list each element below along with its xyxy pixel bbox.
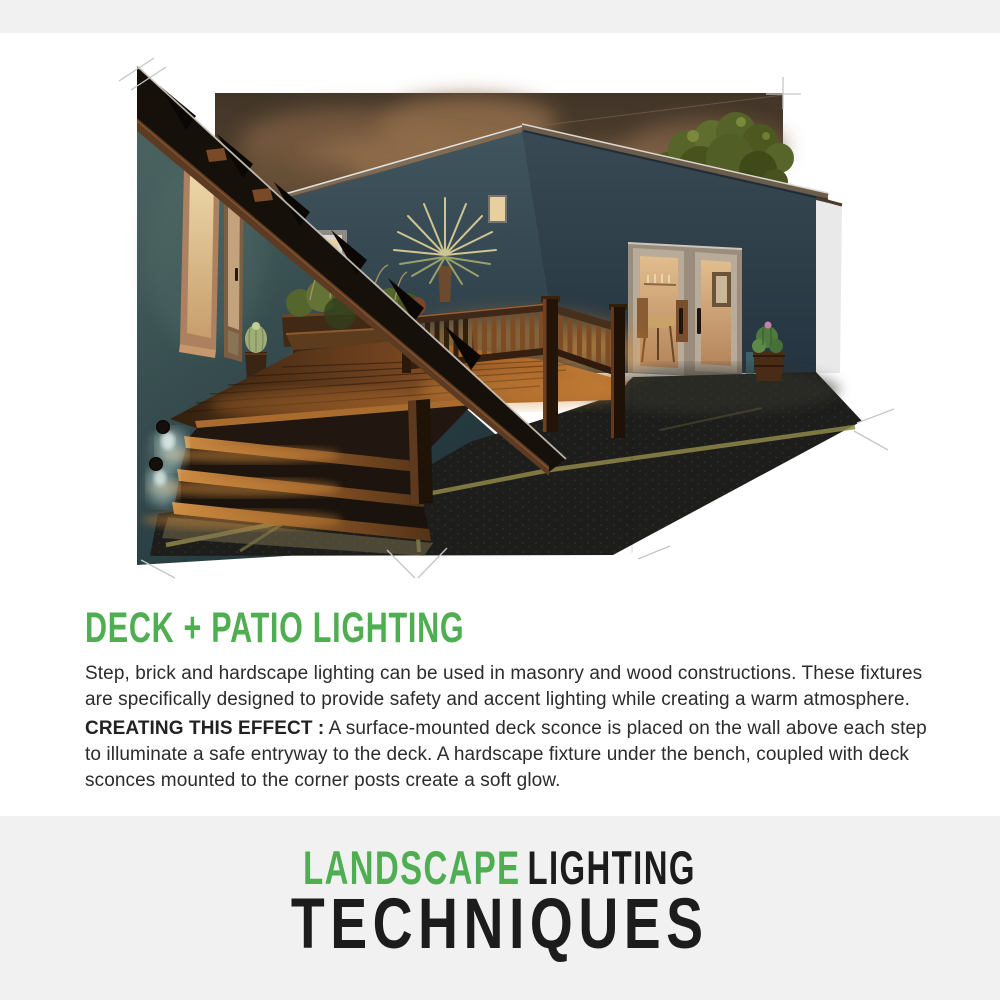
section-heading: DECK + PATIO LIGHTING — [85, 604, 465, 652]
deck-sconce-fixture — [157, 421, 170, 434]
brand-word-techniques: TECHNIQUES — [291, 885, 709, 964]
brand-word-lighting: LIGHTING — [527, 841, 697, 894]
cactus-flower — [765, 322, 772, 329]
door-handle — [235, 268, 238, 281]
intro-paragraph: Step, brick and hardscape lighting can be used in masonry and wood constructions. These fixtures are specifically designed to provide safety and accent lighting while creating a warm atmosphere. — [85, 663, 923, 710]
small-lit-window — [489, 196, 506, 222]
corner-post — [541, 296, 560, 432]
brand-title — [0, 884, 1000, 965]
effect-paragraph-body: A surface-mounted deck sconce is placed on the wall above each step to illuminate a safe entryway to the deck. A hardscape fixture under the bench, coupled with deck sconces mounted to the corner posts create a soft glow. — [85, 718, 927, 791]
brand-word-landscape: LANDSCAPE — [303, 841, 521, 894]
under-step-light — [150, 479, 340, 497]
french-doors — [628, 243, 742, 378]
right-post — [609, 304, 627, 438]
left-window — [179, 168, 220, 358]
stair-post — [408, 399, 433, 505]
chair — [637, 298, 648, 338]
under-step-light — [142, 510, 342, 530]
deck-sconce-fixture — [150, 458, 163, 471]
effect-paragraph — [85, 716, 935, 794]
lit-side-panel — [816, 200, 842, 373]
effect-paragraph-lead: CREATING THIS EFFECT : — [85, 718, 325, 739]
under-step-light — [160, 447, 340, 463]
